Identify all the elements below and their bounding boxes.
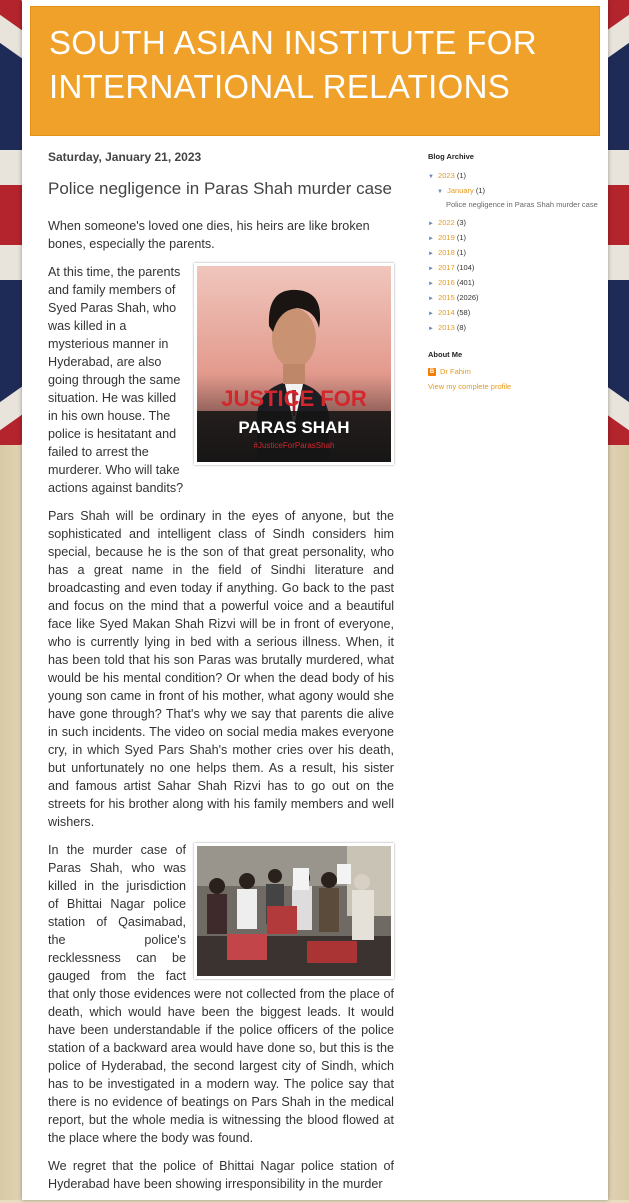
archive-month-january[interactable]	[428, 184, 598, 199]
archive-year-link[interactable]: 2015	[438, 293, 455, 302]
expand-toggle-icon[interactable]: ▼	[437, 189, 443, 195]
archive-month-link[interactable]: January	[447, 186, 474, 195]
collapse-toggle-icon[interactable]: ►	[428, 296, 434, 302]
post-date: Saturday, January 21, 2023	[48, 150, 202, 164]
archive-count: (2026)	[456, 293, 479, 302]
archive-year-2019[interactable]	[428, 231, 598, 246]
collapse-toggle-icon[interactable]: ►	[428, 221, 434, 227]
paragraph-4: In the murder case of Paras Shah, who was killed in the jurisdiction of Bhittai Nagar police station of Qasimabad, the police's recklessness can be gauged from the fact that only those evidences were not collected from the place of death, which would have been the biggest leads. It would have been understandable if the police officers of the police station of a backward area would have done so, but this is the police of Hyderabad, the second largest city of Sindh, which has to be investigated in a modern way. The police say that there is no evidence of beatings on Pars Shah in the medical report, but the whole media is witnessing the blood flowed at the place where the body was found.	[48, 843, 394, 1145]
archive-year-2018[interactable]	[428, 246, 598, 261]
blog-header	[30, 6, 600, 136]
archive-count: (8)	[456, 323, 467, 332]
poster-hashtag-text: #JusticeForParasShah	[253, 441, 335, 450]
archive-year-2016[interactable]	[428, 276, 598, 291]
author-row	[428, 367, 598, 376]
collapse-toggle-icon[interactable]: ►	[428, 326, 434, 332]
archive-count: (1)	[456, 248, 467, 257]
archive-year-2015[interactable]	[428, 291, 598, 306]
archive-year-2017[interactable]	[428, 261, 598, 276]
collapse-toggle-icon[interactable]: ►	[428, 251, 434, 257]
poster-line2-text: PARAS SHAH	[238, 418, 350, 437]
paragraph-5: We regret that the police of Bhittai Nagar police station of Hyderabad have been showing irresponsibility in the murder	[48, 1159, 394, 1191]
collapse-toggle-icon[interactable]: ►	[428, 281, 434, 287]
archive-count: (3)	[456, 218, 467, 227]
post-column	[48, 150, 394, 1203]
archive-year-link[interactable]: 2022	[438, 218, 455, 227]
archive-year-2013[interactable]	[428, 321, 598, 336]
archive-year-link[interactable]: 2014	[438, 308, 455, 317]
blog-page	[22, 0, 608, 1200]
archive-year-link[interactable]: 2013	[438, 323, 455, 332]
about-me-heading: About Me	[428, 350, 463, 359]
view-profile-link[interactable]: View my complete profile	[428, 382, 512, 391]
blog-title[interactable]: SOUTH ASIAN INSTITUTE FOR INTERNATIONAL RELATIONS	[49, 24, 537, 105]
archive-year-2023[interactable]	[428, 169, 598, 184]
paragraph-1: When someone's loved one dies, his heirs are like broken bones, especially the parents.	[48, 219, 370, 251]
author-link[interactable]: Dr Fahim	[440, 367, 471, 376]
archive-count: (58)	[456, 308, 471, 317]
paragraph-3: Pars Shah will be ordinary in the eyes of anyone, but the sophisticated and intelligent class of Sindh considers him special, because he is the son of that great personality, who has a great name in the field of Sindhi literature and broadcasting and even today if anything. Go back to the past and focus on the mind that a powerful voice and a beautiful face like Syed Makan Shah Rizvi will be in front of everyone, who is currently lying in bed with a serious illness. When, it has been told that his son Paras was brutally murdered, what would be his mental condition? Or when the dead body of his young son came in front of his mother, what agony would she have gone through? That's why we say that parents die alive in such incidents. The video on social media makes everyone cry, in which Syed Pars Shah's mother cries over his death, but unfortunately no one helps them. As a result, his sister and famous artist Sahar Shah Rizvi has to go out on the streets for his brother along with his family members and well wishers.	[48, 509, 394, 829]
blogger-icon: B	[429, 368, 435, 375]
blog-archive-heading: Blog Archive	[428, 152, 474, 161]
collapse-toggle-icon[interactable]: ►	[428, 266, 434, 272]
archive-count: (401)	[456, 278, 475, 287]
archive-count: (1)	[475, 186, 486, 195]
paragraph-2: At this time, the parents and family members of Syed Paras Shah, who was killed in a mysterious manner in Hyderabad, are also going through the same situation. He was killed in his own house. The police is hesitatant and failed to arrest the murderer. Who will take actions against bandits?	[48, 265, 184, 495]
archive-year-link[interactable]: 2019	[438, 233, 455, 242]
archive-year-link[interactable]: 2018	[438, 248, 455, 257]
expand-toggle-icon[interactable]: ▼	[428, 174, 434, 180]
poster-line1-text: JUSTICE FOR	[221, 386, 367, 411]
archive-year-2022[interactable]	[428, 216, 598, 231]
archive-year-2014[interactable]	[428, 306, 598, 321]
archive-year-link[interactable]: 2023	[438, 171, 455, 180]
justice-poster-image[interactable]	[194, 263, 394, 465]
collapse-toggle-icon[interactable]: ►	[428, 311, 434, 317]
archive-count: (104)	[456, 263, 475, 272]
archive-post-link[interactable]: Police negligence in Paras Shah murder case	[446, 200, 598, 209]
sidebar	[428, 152, 598, 391]
collapse-toggle-icon[interactable]: ►	[428, 236, 434, 242]
protest-photo-image[interactable]	[194, 843, 394, 979]
archive-count: (1)	[456, 171, 467, 180]
archive-count: (1)	[456, 233, 467, 242]
post-title[interactable]: Police negligence in Paras Shah murder case	[48, 179, 392, 198]
archive-year-link[interactable]: 2016	[438, 278, 455, 287]
archive-year-link[interactable]: 2017	[438, 263, 455, 272]
